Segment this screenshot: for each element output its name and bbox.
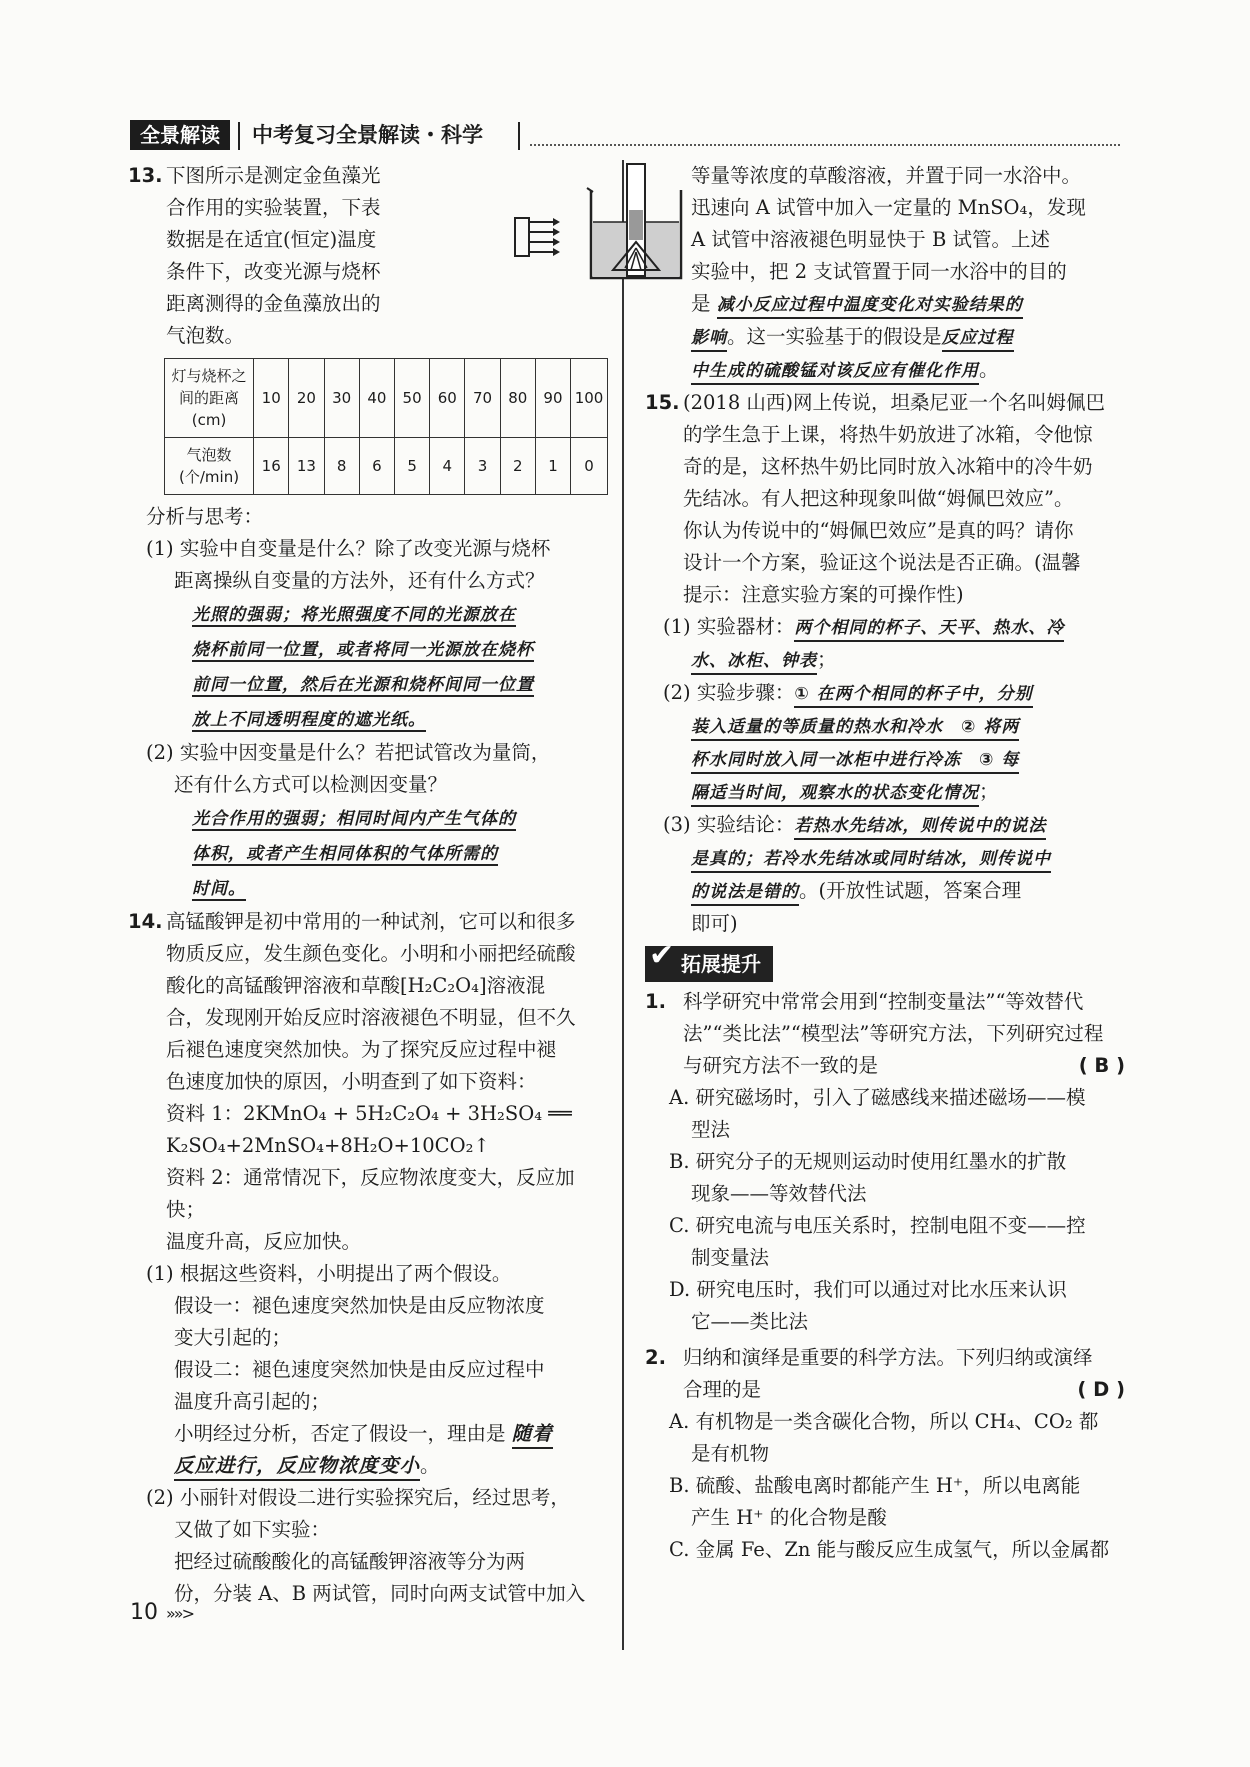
reference-2: 资料 2：通常情况下，反应物浓度变大，反应加快； — [166, 1166, 575, 1221]
left-column — [128, 160, 608, 1610]
header-divider — [238, 122, 240, 150]
answer-blank: ① 在两个相同的杯子中，分别 — [794, 684, 1032, 708]
answer-blank: 减小反应过程中温度变化对实验结果的 — [717, 295, 1023, 319]
choice-a: A. 有机物是一类含碳化合物，所以 CH₄、CO₂ 都 — [669, 1410, 1099, 1433]
choice-b: B. 研究分子的无规则运动时使用红墨水的扩散 — [669, 1150, 1067, 1173]
question-stem: 15. (2018 山西)网上传说，坦桑尼亚一个名叫姆佩巴 — [645, 387, 1125, 419]
header-divider — [518, 122, 520, 150]
question-14: 14. 高锰酸钾是初中常用的一种试剂，它可以和很多 物质反应，发生颜色变化。小明和小丽把经硫酸 酸化的高锰酸钾溶液和草酸[H₂C₂O₄]溶液混 合，发现刚开始反应时溶液褪色不明显，但不久 后褪色速度突然加快。为了探究反应过程中褪 色速度加快的原因，小明查到了如下资料： 资料 1：2KMnO₄ + 5H₂C₂O₄ + 3H₂SO₄ ══ K₂SO₄+2MnSO₄+8H₂O+10CO₂↑ 资料 2：通常情况下，反应物浓度变大，反应加快； 温度升高，反应加快。 (1) 根据这些资料，小明提出了两个假设。 假设一：褪色速度突然加快是由反应物浓度 变大引起的； 假设二：褪色速度突然加快是由反应过程中 温度升高引起的； 小明经过分析，否定了假设一，理由是 随着 反应进行，反应物浓度变小。 (2) 小丽针对假设二进行实验探究后，经过思考， 又做了如下实验： 把经过硫酸酸化的高锰酸钾溶液等分为两 份，分装 A、B 两试管，同时向两支试管中加入 — [128, 906, 608, 1610]
choice-a: A. 研究磁场时，引入了磁感线来描述磁场——模 — [669, 1086, 1086, 1109]
answer-blank: 两个相同的杯子、天平、热水、冷 — [794, 618, 1064, 642]
table-row-header: 气泡数(个/min) — [165, 438, 254, 495]
sub-question: (2) 实验步骤：① 在两个相同的杯子中，分别 — [645, 677, 1125, 710]
choice-c: C. 金属 Fe、Zn 能与酸反应生成氢气，所以金属都 — [669, 1538, 1110, 1561]
extension-question-1: 1. 科学研究中常常会用到“控制变量法”“等效替代 法”“类比法”“模型法”等研究方法，下列研究过程 与研究方法不一致的是 ( B ) A. 研究磁场时，引入了磁感线来描述磁场——模 型法 B. 研究分子的无规则运动时使用红墨水的扩散 现象——等效替代法 C. 研究电流与电压关系时，控制电阻不变——控 制变量法 D. 研究电压时，我们可以通过对比水压来认识 它——类比法 — [645, 986, 1125, 1338]
table-row: 灯与烧杯之间的距离(cm) 10 20 30 40 50 60 70 80 90 100 — [165, 359, 608, 438]
question-number: 13. — [128, 164, 163, 187]
choice-c: C. 研究电流与电压关系时，控制电阻不变——控 — [669, 1214, 1086, 1237]
question-number: 2. — [645, 1346, 666, 1369]
sub-question: (3) 实验结论：若热水先结冰，则传说中的说法 — [645, 809, 1125, 842]
question-15: 15. (2018 山西)网上传说，坦桑尼亚一个名叫姆佩巴 的学生急于上课，将热牛奶放进了冰箱，令他惊 奇的是，这杯热牛奶比同时放入冰箱中的冷牛奶 先结冰。有人把这种现象叫做“姆佩巴效应”。 你认为传说中的“姆佩巴效应”是真的吗？请你 设计一个方案，验证这个说法是否正确。(温馨 提示：注意实验方案的可操作性) (1) 实验器材：两个相同的杯子、天平、热水、冷 水、冰柜、钟表； (2) 实验步骤：① 在两个相同的杯子中，分别 装入适量的等质量的热水和冷水 ② 将两 杯水同时放入同一冰柜中进行冷冻 ③ 每 隔适当时间，观察水的状态变化情况； (3) 实验结论：若热水先结冰，则传说中的说法 是真的；若冷水先结冰或同时结冰，则传说中 的说法是错的。(开放性试题，答案合理 即可) — [645, 387, 1125, 940]
reference-1: 资料 1：2KMnO₄ + 5H₂C₂O₄ + 3H₂SO₄ ══ — [166, 1102, 572, 1125]
right-column — [645, 160, 1125, 1566]
series-badge: 全景解读 — [130, 120, 230, 150]
answer-blank: 反应过程 — [942, 328, 1014, 352]
question-13: 13. 下图所示是测定金鱼藻光 合作用的实验装置，下表 数据是在适宜(恒定)温度 条件下，改变光源与烧杯 距离测得的金鱼藻放出的 气泡数。 灯与烧杯之间的距离(cm) 10 20 30 40 50 60 70 80 90 100 气泡数(个/min) 16 13 8 6 5 4 3 2 1 0 分析与思考： (1) 实验中自变量是什么？除了改变光源与烧杯 距离操纵自变量的方法外，还有什么方式？ 光照的强弱；将光照强度不同的光源放在 烧杯前同一位置，或者将同一光源放在烧杯 前同一位置，然后在光源和烧杯间同一位置 放上不同透明程度的遮光纸。 (2) 实验中因变量是什么？若把试管改为量筒， 还有什么方式可以检测因变量？ 光合作用的强弱；相同时间内产生气体的 体积，或者产生相同体积的气体所需的 时间。 — [128, 160, 608, 906]
hypothesis-1: 假设一：褪色速度突然加快是由反应物浓度 — [174, 1294, 545, 1317]
page-header — [130, 120, 1120, 152]
question-number: 1. — [645, 990, 666, 1013]
header-dotted-rule — [530, 144, 1120, 146]
answer-choice: ( D ) — [1077, 1378, 1125, 1401]
analysis-heading: 分析与思考： — [146, 505, 264, 528]
page-number: 10 — [130, 1600, 158, 1625]
answer-block: 光合作用的强弱；相同时间内产生气体的 体积，或者产生相同体积的气体所需的 时间。 — [192, 809, 516, 899]
book-title: 中考复习全景解读・科学 — [252, 122, 483, 147]
sub-question: (1) 实验器材：两个相同的杯子、天平、热水、冷 — [645, 611, 1125, 644]
page-footer — [130, 1600, 193, 1625]
sub-question: (1) 实验中自变量是什么？除了改变光源与烧杯 — [146, 537, 551, 560]
answer-blank: 若热水先结冰，则传说中的说法 — [794, 816, 1046, 840]
light-source-icon — [515, 218, 560, 256]
choice-d: D. 研究电压时，我们可以通过对比水压来认识 — [669, 1278, 1067, 1301]
answer-blank: 水、冰柜、钟表 — [691, 651, 817, 675]
answer-blank: 中生成的硫酸锰对该反应有催化作用 — [691, 361, 979, 385]
section-heading: ✔ 拓展提升 — [645, 946, 773, 982]
answer-blank: 反应进行，反应物浓度变小 — [174, 1454, 420, 1481]
answer-block: 光照的强弱；将光照强度不同的光源放在 烧杯前同一位置，或者将同一光源放在烧杯 前同一位置，然后在光源和烧杯间同一位置 放上不同透明程度的遮光纸。 — [192, 605, 534, 730]
question-14-continued: 等量等浓度的草酸溶液，并置于同一水浴中。 迅速向 A 试管中加入一定量的 MnSO₄，发现 A 试管中溶液褪色明显快于 B 试管。上述 实验中，把 2 支试管置于同一水浴中的目的 是 减小反应过程中温度变化对实验结果的 影响。这一实验基于的假设是反应过程 中生成的硫酸锰对该反应有催化作用。 — [645, 160, 1125, 387]
table-row-header: 灯与烧杯之间的距离(cm) — [165, 359, 254, 438]
question-stem: 13. 下图所示是测定金鱼藻光 — [128, 160, 608, 192]
answer-choice: ( B ) — [1078, 1054, 1125, 1077]
table-row: 气泡数(个/min) 16 13 8 6 5 4 3 2 1 0 — [165, 438, 608, 495]
answer-blank: 随着 — [512, 1422, 553, 1449]
answer-blank: 影响 — [691, 328, 727, 352]
column-divider — [622, 160, 624, 1650]
extension-question-2: 2. 归纳和演绎是重要的科学方法。下列归纳或演绎 合理的是 ( D ) A. 有机物是一类含碳化合物，所以 CH₄、CO₂ 都 是有机物 B. 硫酸、盐酸电离时都能产生 H⁺，所以电离能 产生 H⁺ 的化合物是酸 C. 金属 Fe、Zn 能与酸反应生成氢气，所以金属都 — [645, 1342, 1125, 1566]
sub-question: (1) 根据这些资料，小明提出了两个假设。 — [146, 1262, 512, 1285]
data-table — [164, 358, 608, 495]
question-number: 14. — [128, 910, 163, 933]
sub-question: (2) 小丽针对假设二进行实验探究后，经过思考， — [146, 1486, 570, 1509]
question-stem: 14. 高锰酸钾是初中常用的一种试剂，它可以和很多 — [128, 906, 608, 938]
choice-b: B. 硫酸、盐酸电离时都能产生 H⁺，所以电离能 — [669, 1474, 1081, 1497]
sub-question: (2) 实验中因变量是什么？若把试管改为量筒， — [146, 741, 551, 764]
hypothesis-2: 假设二：褪色速度突然加快是由反应过程中 — [174, 1358, 545, 1381]
checkmark-icon: ✔ — [649, 938, 675, 973]
arrow-icon: »»> — [166, 1604, 193, 1623]
question-number: 15. — [645, 391, 680, 414]
